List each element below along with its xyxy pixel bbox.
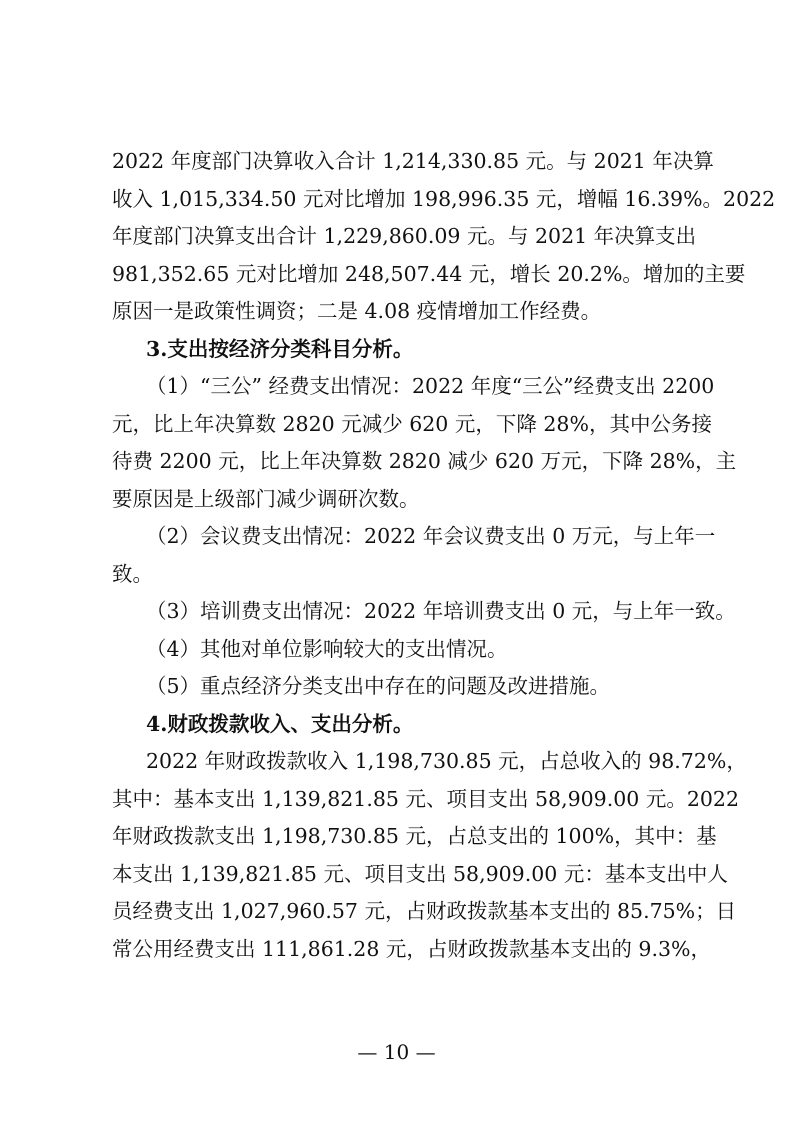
paragraph-line: （2）会议费支出情况：2022 年会议费支出 0 万元，与上年一	[146, 524, 716, 548]
paragraph-line: 要原因是上级部门减少调研次数。	[112, 486, 420, 511]
paragraph-line: 常公用经费支出 111,861.28 元，占财政拨款基本支出的 9.3%，	[112, 936, 712, 961]
page-number: — 10 —	[357, 1040, 436, 1064]
paragraph-line: （1）“三公” 经费支出情况：2022 年度“三公”经费支出 2200	[146, 374, 715, 398]
paragraph-line: 元，比上年决算数 2820 元减少 620 元，下降 28%，其中公务接	[112, 411, 712, 436]
paragraph-line: 收入 1,015,334.50 元对比增加 198,996.35 元，增幅 16.39%。2022	[112, 186, 776, 211]
paragraph-line: 2022 年财政拨款收入 1,198,730.85 元，占总收入的 98.72%，	[146, 749, 747, 773]
paragraph-line: 年度部门决算支出合计 1,229,860.09 元。与 2021 年决算支出	[112, 224, 697, 248]
paragraph-line: 员经费支出 1,027,960.57 元，占财政拨款基本支出的 85.75%；日	[112, 899, 737, 923]
section-heading: 3.支出按经济分类科目分析。	[146, 336, 414, 361]
paragraph-line: （3）培训费支出情况：2022 年培训费支出 0 元，与上年一致。	[146, 599, 736, 623]
paragraph-line: 致。	[112, 561, 153, 586]
paragraph-line: 本支出 1,139,821.85 元、项目支出 58,909.00 元：基本支出中人	[112, 861, 728, 886]
paragraph-line: （5）重点经济分类支出中存在的问题及改进措施。	[146, 674, 611, 698]
paragraph-line: 待费 2200 元，比上年决算数 2820 减少 620 万元，下降 28%，主	[112, 449, 737, 473]
paragraph-line: （4）其他对单位影响较大的支出情况。	[146, 636, 508, 661]
paragraph-line: 2022 年度部门决算收入合计 1,214,330.85 元。与 2021 年决算	[112, 149, 714, 173]
paragraph-line: 原因一是政策性调资；二是 4.08 疫情增加工作经费。	[112, 299, 602, 323]
paragraph-line: 年财政拨款支出 1,198,730.85 元，占总支出的 100%，其中：基	[112, 824, 717, 848]
body-text	[112, 143, 776, 968]
paragraph-line: 981,352.65 元对比增加 248,507.44 元，增长 20.2%。增加的主要	[112, 261, 746, 286]
paragraph-line: 其中：基本支出 1,139,821.85 元、项目支出 58,909.00 元。2022	[112, 786, 740, 811]
section-heading: 4.财政拨款收入、支出分析。	[146, 711, 414, 736]
